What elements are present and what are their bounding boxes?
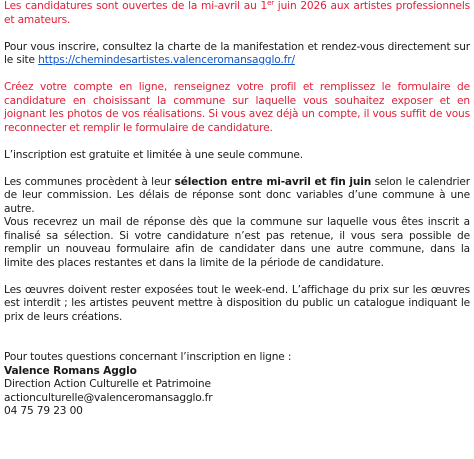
notification-paragraph: Vous recevrez un mail de réponse dès que la commune sur laquelle vous êtes inscrit a finalisé sa sélection. Si votre candidature n’est pas retenue, il vous sera possible de remplir un nouveau formulaire afin de candidater dans une autre commune, dans la limite des places restantes et dans la limite de la période de candidature. bbox=[4, 216, 470, 269]
contact-email[interactable]: actionculturelle@valenceromansagglo.fr bbox=[4, 391, 213, 404]
spacer bbox=[4, 68, 470, 82]
spacer bbox=[4, 162, 470, 176]
contact-organization: Valence Romans Agglo bbox=[4, 364, 137, 377]
contact-phone[interactable]: 04 75 79 23 00 bbox=[4, 405, 83, 417]
register-text: Pour vous inscrire, consultez la charte de la manifestation et rendez-vous directement sur le site bbox=[4, 40, 470, 66]
intro-superscript: er bbox=[267, 0, 274, 7]
spacer bbox=[4, 27, 470, 41]
contact-intro: Pour toutes questions concernant l’inscription en ligne : bbox=[4, 351, 292, 363]
selection-paragraph bbox=[4, 176, 470, 217]
contact-department: Direction Action Culturelle et Patrimoine bbox=[4, 378, 211, 390]
spacer bbox=[4, 270, 470, 284]
spacer bbox=[4, 338, 470, 352]
register-paragraph bbox=[4, 41, 470, 68]
selection-period-bold: sélection entre mi-avril et fin juin bbox=[174, 175, 372, 188]
exhibition-paragraph: Les œuvres doivent rester exposées tout le week-end. L’affichage du prix sur les œuvres est interdit ; les artistes peuvent mettre à disposition du public un catalogue indiquant le prix de leurs créations. bbox=[4, 283, 470, 323]
free-note-paragraph: L’inscription est gratuite et limitée à une seule commune. bbox=[4, 148, 303, 161]
selection-text-end: selon le calendrier de leur commission. Les délais de réponse sont donc variables d’une commune à une autre. bbox=[4, 175, 470, 215]
contact-block bbox=[4, 351, 470, 419]
registration-link[interactable]: https://chemindesartistes.valenceromansagglo.fr/ bbox=[38, 54, 295, 66]
spacer bbox=[4, 324, 470, 338]
intro-paragraph bbox=[4, 0, 470, 27]
intro-text-start: Les candidatures sont ouvertes de la mi-avril au 1 bbox=[4, 0, 268, 12]
selection-text-start: Les communes procèdent à leur bbox=[4, 175, 175, 188]
spacer bbox=[4, 135, 470, 149]
intro-text-end: juin 2026 aux artistes professionnels et amateurs. bbox=[4, 0, 470, 26]
account-instructions-paragraph: Créez votre compte en ligne, renseignez votre profil et remplissez le formulaire de candidature en choisissant la commune sur laquelle vous souhaitez exposer et en joignant les photos de vos réalisations. Si vous avez déjà un compte, il vous suffit de vous reconnecter et remplir le formulaire de candidature. bbox=[4, 81, 470, 134]
